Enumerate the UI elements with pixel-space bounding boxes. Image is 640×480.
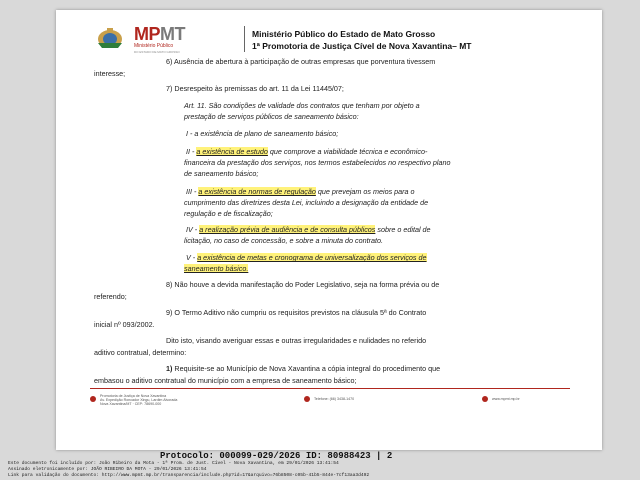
item-8-line1: 8) Não houve a devida manifestação do Poder Legislativo, seja na forma prévia ou de xyxy=(166,280,440,289)
quote-item-ii-line1: II - a existência de estudo que comprove a viabilidade técnica e econômico- xyxy=(186,147,428,156)
footer-address: Promotoria de Justiça de Nova Xavantina Av. Expedição Roncador Xingu, Lardim Alvorada Nova Xavantina/MT · CEP: 78690-000 xyxy=(100,394,178,407)
dito-line2: aditivo contratual, determino: xyxy=(94,348,187,357)
highlight-estudo: a existência de estudo xyxy=(196,147,268,156)
item-8-line2: referendo; xyxy=(94,292,127,301)
item-6-line1: 6) Ausência de abertura à participação de outras empresas que porventura tivessem xyxy=(166,57,436,66)
globe-icon xyxy=(482,396,488,402)
quote-item-v-line1: V - a existência de metas e cronograma de universalização dos serviços de xyxy=(186,253,427,262)
item-9-line1: 9) O Termo Aditivo não cumpriu os requisitos previstos na cláusula 5ª do Contrato xyxy=(166,308,427,317)
quote-item-v-line2: saneamento básico. xyxy=(184,264,249,273)
highlight-metas: a existência de metas e cronograma de universalização dos serviços de xyxy=(197,253,427,262)
item-7: 7) Desrespeito às premissas do art. 11 da Lei 11445/07; xyxy=(166,84,344,93)
quote-item-ii-line3: de saneamento básico; xyxy=(184,169,259,178)
document-page xyxy=(56,10,602,450)
highlight-regulacao: a existência de normas de regulação xyxy=(198,187,316,196)
protocol-validation-link[interactable]: Link para validação do documento: http://www.mpmt.mp.br/transparencia/include.php?id=17&arquivo=76b8508-c05b-41b5-844e-7cf13aa3d492 xyxy=(8,473,370,478)
quote-intro-line2: prestação de serviços públicos de saneamento básico: xyxy=(184,112,359,121)
highlight-audiencia: a realização prévia de audiência e de consulta públicos xyxy=(199,225,376,234)
state-crest-icon xyxy=(96,26,124,50)
phone-icon xyxy=(304,396,310,402)
header-divider xyxy=(244,26,245,52)
protocol-included-by: Este documento foi incluído por: João Ribeiro da Mota - 1ª Prom. de Just. Cível - Nova Xavantina, em 29/01/2026 13:41:54 xyxy=(8,461,339,466)
footer-phone: Telefone: (66) 3438-1470 xyxy=(314,397,355,401)
quote-item-iii-line3: regulação e de fiscalização; xyxy=(184,209,273,218)
protocol-title: Protocolo: 000099-029/2026 ID: 80988423 | 2 xyxy=(160,451,393,461)
location-pin-icon xyxy=(90,396,96,402)
institution-name: Ministério Público do Estado de Mato Grosso xyxy=(252,29,436,39)
quote-item-iv-line1: IV - a realização prévia de audiência e de consulta públicos sobre o edital de xyxy=(186,225,431,234)
footer-divider xyxy=(90,388,570,389)
protocol-stamp xyxy=(0,451,640,480)
dito-line1: Dito isto, visando averiguar essas e outras irregularidades e nulidades no referido xyxy=(166,336,427,345)
mpmt-logo: MPMT xyxy=(134,24,185,44)
request-1-line2: embasou o aditivo contratual do município com a empresa de saneamento básico; xyxy=(94,376,357,385)
quote-item-i: I - a existência de plano de saneamento básico; xyxy=(186,129,339,138)
quote-item-ii-line2: financeira da prestação dos serviços, nos termos estabelecidos no respectivo plano xyxy=(184,158,451,167)
quote-item-iv-line2: licitação, no caso de concessão, e sobre a minuta do contrato. xyxy=(184,236,383,245)
logo-subtitle-small: DO ESTADO DE MATO GROSSO xyxy=(134,50,180,54)
office-name: 1ª Promotoria de Justiça Cível de Nova Xavantina– MT xyxy=(252,41,472,51)
letterhead xyxy=(96,24,576,54)
request-1-line1: 1) Requisite-se ao Município de Nova Xavantina a cópia integral do procedimento que xyxy=(166,364,441,373)
quote-item-iii-line2: cumprimento das diretrizes desta Lei, incluindo a designação da entidade de xyxy=(184,198,429,207)
item-6-line2: interesse; xyxy=(94,69,126,78)
item-9-line2: inicial nº 093/2002. xyxy=(94,320,155,329)
protocol-signed-by: Assinado eletronicamente por: JOÃO RIBEIRO DA MOTA - 29/01/2026 13:41:54 xyxy=(8,467,207,472)
quote-intro-line1: Art. 11. São condições de validade dos contratos que tenham por objeto a xyxy=(184,101,420,110)
quote-item-iii-line1: III - a existência de normas de regulação que prevejam os meios para o xyxy=(186,187,415,196)
page-footer xyxy=(90,388,570,418)
footer-website[interactable]: www.mpmt.mp.br xyxy=(492,397,520,401)
logo-subtitle: Ministério Público xyxy=(134,43,174,49)
